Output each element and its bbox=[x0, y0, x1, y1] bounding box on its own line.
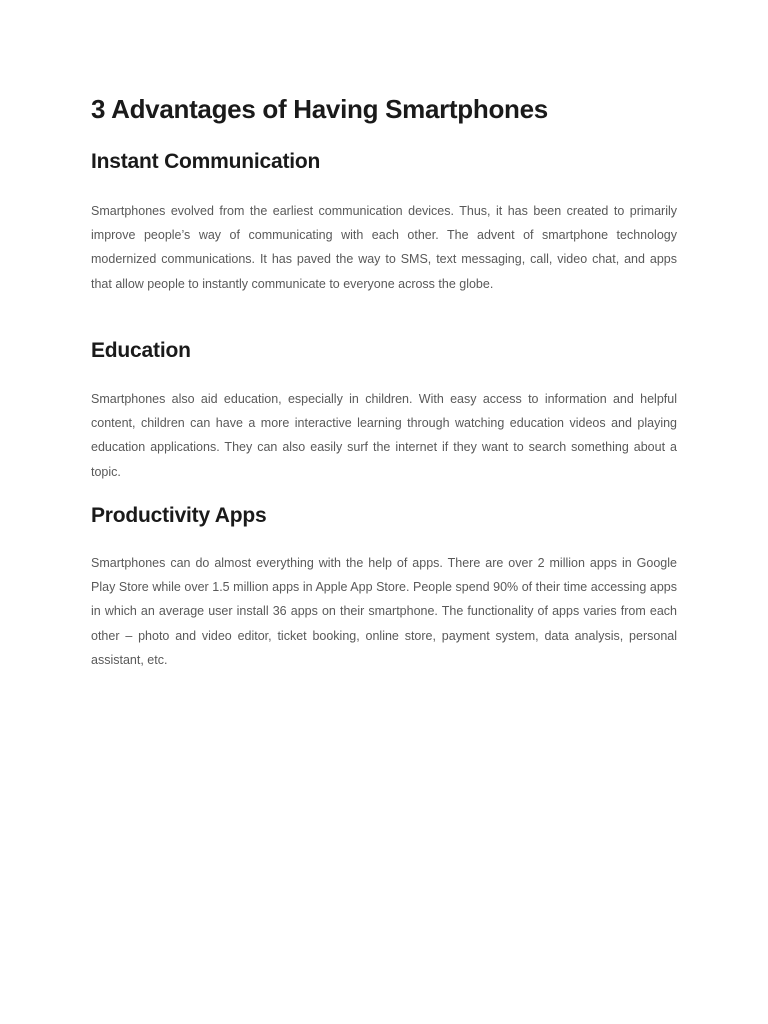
section-heading-productivity-apps: Productivity Apps bbox=[91, 504, 267, 527]
section-body-education: Smartphones also aid education, especially in children. With easy access to information and helpful content, children can have a more interactive learning through watching education videos and playing education applications. They can also easily surf the internet if they want to search something about a topic. bbox=[91, 392, 677, 479]
document-title: 3 Advantages of Having Smartphones bbox=[91, 94, 548, 124]
section-heading-instant-communication: Instant Communication bbox=[91, 150, 321, 173]
section-body-instant-communication: Smartphones evolved from the earliest communication devices. Thus, it has been created to primarily improve people’s way of communicating with each other. The advent of smartphone technology modernized communications. It has paved the way to SMS, text messaging, call, video chat, and apps that allow people to instantly communicate to everyone across the globe. bbox=[91, 204, 677, 291]
section-heading-education: Education bbox=[91, 339, 191, 362]
section-body-productivity-apps: Smartphones can do almost everything with the help of apps. There are over 2 million apps in Google Play Store while over 1.5 million apps in Apple App Store. People spend 90% of their time accessing apps in which an average user install 36 apps on their smartphone. The functionality of apps varies from each other – photo and video editor, ticket booking, online store, payment system, data analysis, personal assistant, etc. bbox=[91, 556, 677, 667]
